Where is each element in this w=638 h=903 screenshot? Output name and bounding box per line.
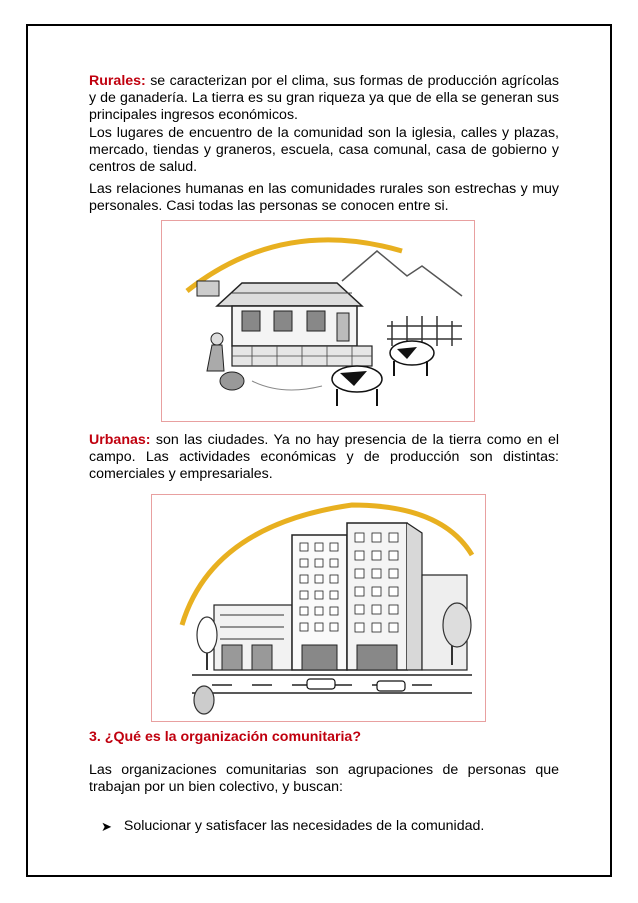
rurales-paragraph <box>89 73 559 176</box>
rural-village-illustration <box>161 220 475 422</box>
city-buildings-illustration <box>151 494 486 722</box>
rurales-description: se caracterizan por el clima, sus formas de producción agrícolas y de ganadería. La tierra es su gran riqueza ya que de ella se generan sus principales ingresos económicos. <box>89 73 559 124</box>
section3-paragraph: Las organizaciones comunitarias son agrupaciones de personas que trabajan por un bien colectivo, y buscan: <box>89 762 559 796</box>
city-scene-icon <box>152 495 485 721</box>
section3-heading: 3. ¿Qué es la organización comunitaria? <box>89 729 361 745</box>
urbanas-description: son las ciudades. Ya no hay presencia de la tierra como en el campo. Las actividades económicas y de producción son distintas: comerciales y empresariales. <box>89 432 559 483</box>
urbanas-paragraph <box>89 432 559 484</box>
rurales-places: Los lugares de encuentro de la comunidad son la iglesia, calles y plazas, mercado, tiendas y graneros, escuela, casa comunal, casa de gobierno y centros de salud. <box>89 124 559 176</box>
rurales-relations: Las relaciones humanas en las comunidades rurales son estrechas y muy personales. Casi todas las personas se conocen entre si. <box>89 181 559 215</box>
rural-scene-icon <box>162 221 474 421</box>
bullet-list-item <box>101 818 484 834</box>
rurales-term: Rurales: <box>89 73 146 89</box>
bullet-text: Solucionar y satisfacer las necesidades de la comunidad. <box>123 818 485 834</box>
urbanas-term: Urbanas: <box>89 432 151 448</box>
arrow-bullet-icon: ➤ <box>101 818 112 834</box>
